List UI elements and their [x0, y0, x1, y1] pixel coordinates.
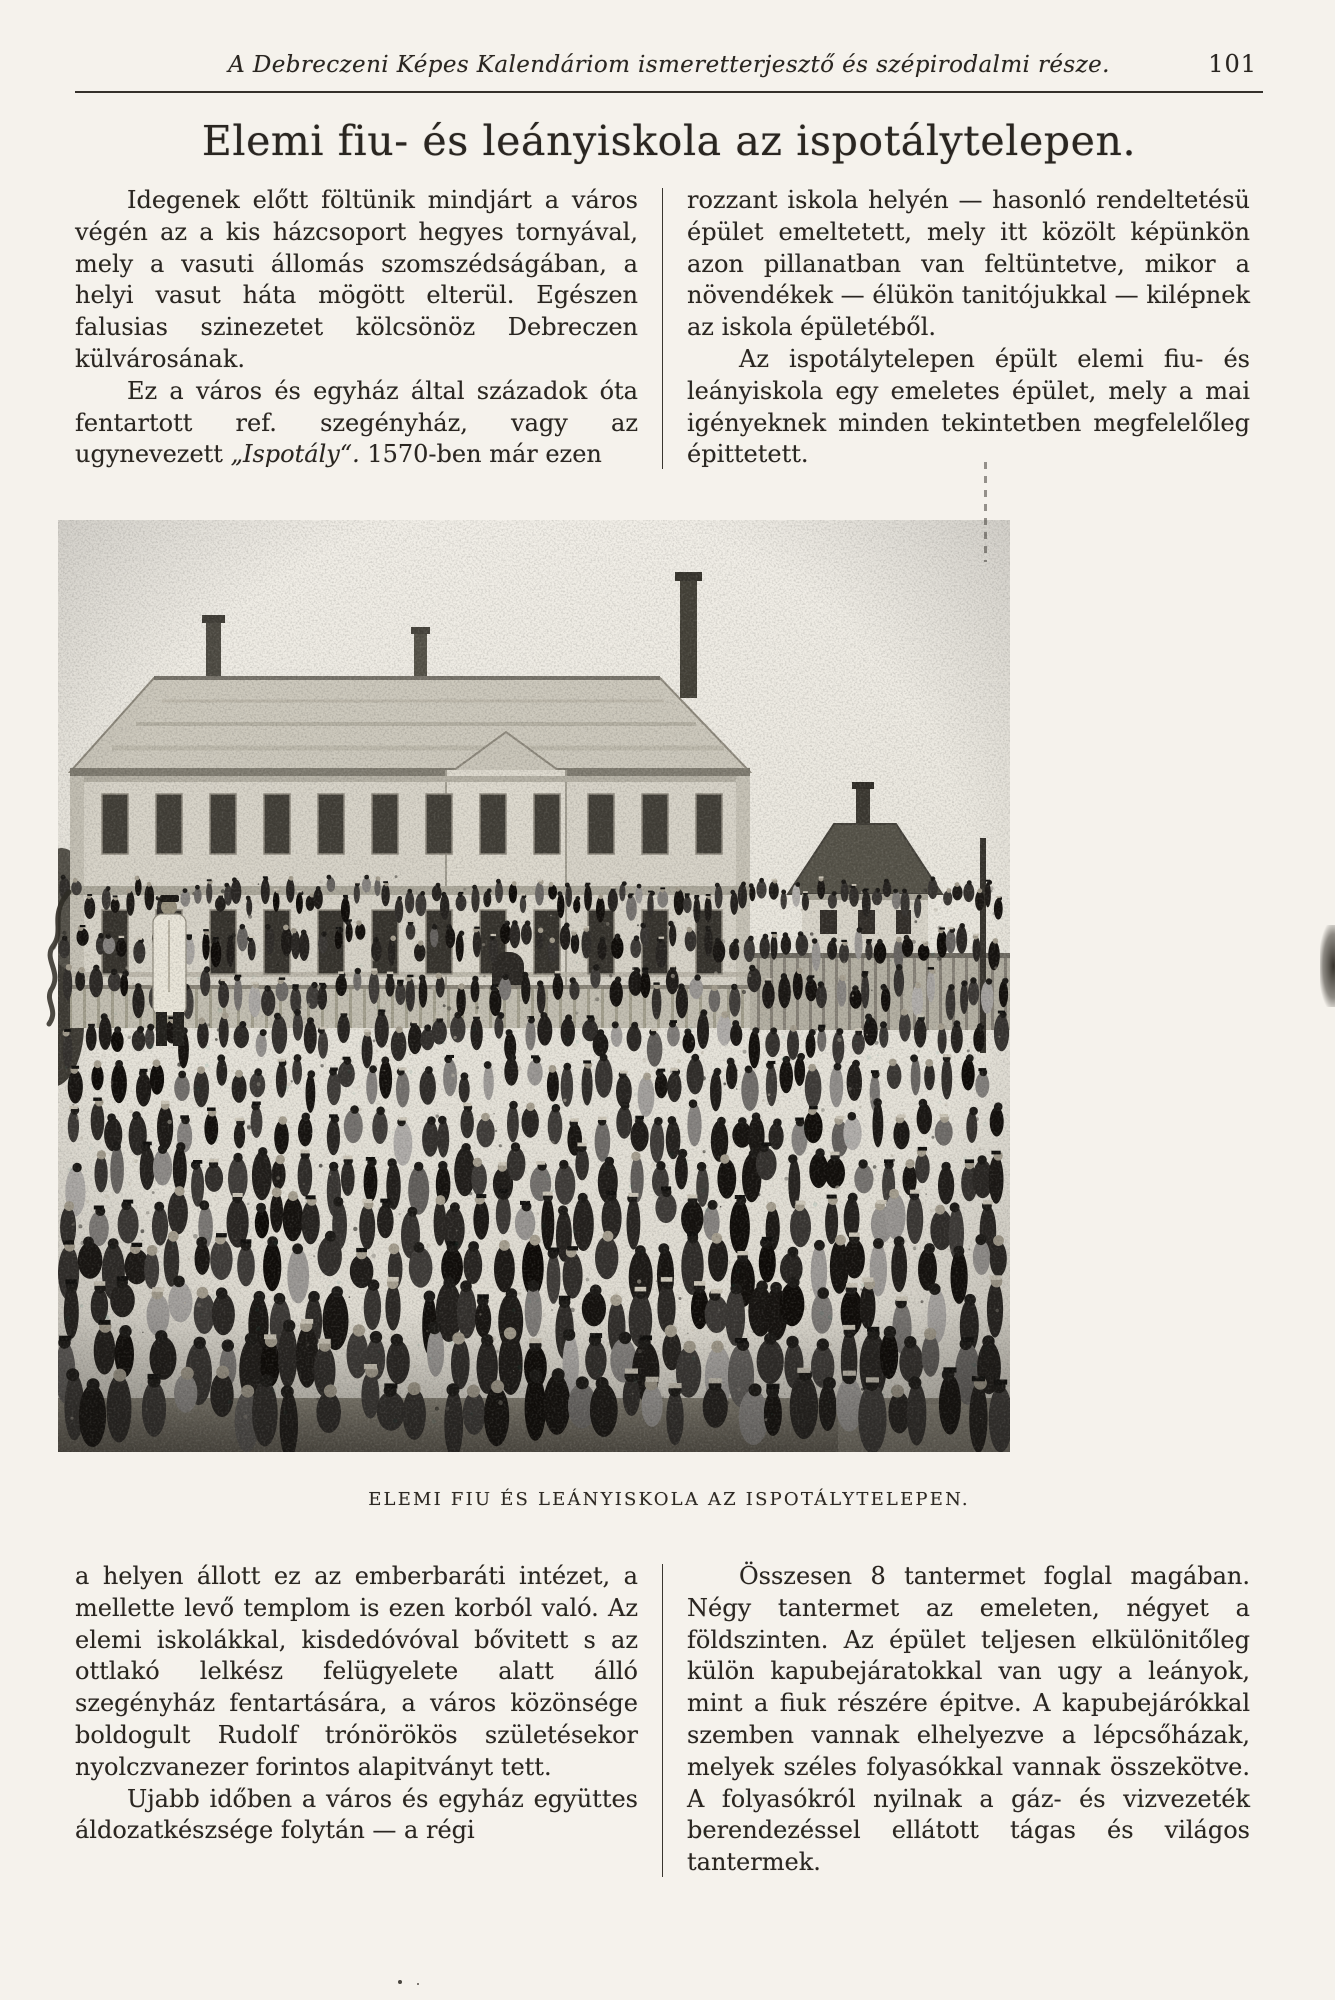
bottom-right-column: [687, 1561, 1250, 1879]
column-divider: [662, 1564, 663, 1877]
running-head: [75, 52, 1263, 93]
paragraph-text: 1570-ben már ezen: [359, 440, 602, 469]
paragraph-text: Az ispotálytelepen épült elemi fiu- és leányiskola egy emeletes épület, mely a mai igényeknek minden tekintetben megfelelőleg épittetett.: [687, 344, 1250, 469]
paragraph: [75, 1561, 638, 1784]
paragraph-text: a helyen állott ez az emberbaráti intézet, a mellette levő templom is ezen korból való. Az elemi iskolákkal, kisdedóvóval bővitett s az ottlakó lelkész felügyelete alatt álló szegényház fentartására, a város közönsége boldogult Rudolf trónörökös születésekor nyolczvanezer forintos alapitványt tett.: [75, 1562, 638, 1781]
paragraph: [75, 185, 638, 376]
bottom-left-column: [75, 1561, 638, 1879]
paragraph-text: Ez a város és egyház által századok óta fentartott ref. szegényház, vagy az ugynevezett: [75, 376, 638, 469]
photo-caption: ELEMI FIU ÉS LEÁNYISKOLA AZ ISPOTÁLYTELEPEN.: [368, 1489, 970, 1510]
running-title: A Debreczeni Képes Kalendáriom ismeretterjesztő és szépirodalmi része.: [228, 52, 1110, 78]
paragraph-text: rozzant iskola helyén — hasonló rendeltetésü épület emeltetett, mely itt közölt képünkön azon pillanatban van feltüntetve, mikor a növendékek — élükön tanitójukkal — kilépnek az iskola épületéből.: [687, 186, 1250, 342]
paragraph: [75, 1784, 638, 1848]
article-title: Elemi fiu- és leányiskola az ispotálytelepen.: [201, 117, 1137, 165]
paragraph-text: Ujabb időben a város és egyház együttes áldozatkészsége folytán — a régi: [75, 1784, 638, 1845]
paragraph: [75, 376, 638, 471]
paragraph: [687, 1561, 1250, 1879]
paragraph: [687, 344, 1250, 471]
scan-edge-artifact: [1320, 925, 1335, 1007]
italic-term: „Ispotály“.: [230, 440, 360, 469]
column-divider: [662, 188, 663, 469]
photo-vignette: [58, 520, 1010, 1452]
page-number: 101: [1208, 50, 1257, 78]
photo-illustration: [58, 520, 1010, 1452]
paragraph-text: Összesen 8 tantermet foglal magában. Négy tantermet az emeleten, négyet a földszinten. Az épület teljesen elkülönitőleg külön kapubejáratokkal van ugy a leányok, mint a fiuk részére épitve. A kapubejárókkal szemben vannak elhelyezve a lépcsőházak, melyek széles folyasókkal vannak összekötve. A folyasókról nyilnak a gáz- és vizvezeték berendezéssel ellátott tágas és világos tantermek.: [687, 1562, 1250, 1877]
page-content: [75, 0, 1263, 471]
scan-speck-artifact: [398, 1980, 402, 1984]
scan-fold-artifact: [984, 462, 987, 562]
ink-smudge-artifact: [38, 886, 76, 1032]
top-columns: [75, 185, 1263, 471]
paragraph: [687, 185, 1250, 344]
bottom-columns: [75, 1561, 1263, 1879]
photograph-school: [58, 520, 1010, 1452]
paragraph-text: Idegenek előtt föltünik mindjárt a város végén az a kis házcsoport hegyes tornyával, mely a vasuti állomás szomszédságában, a helyi vasut háta mögött elterül. Egészen falusias szinezetet kölcsönöz Debreczen külvárosának.: [75, 186, 638, 373]
top-left-column: [75, 185, 638, 471]
top-right-column: [687, 185, 1250, 471]
